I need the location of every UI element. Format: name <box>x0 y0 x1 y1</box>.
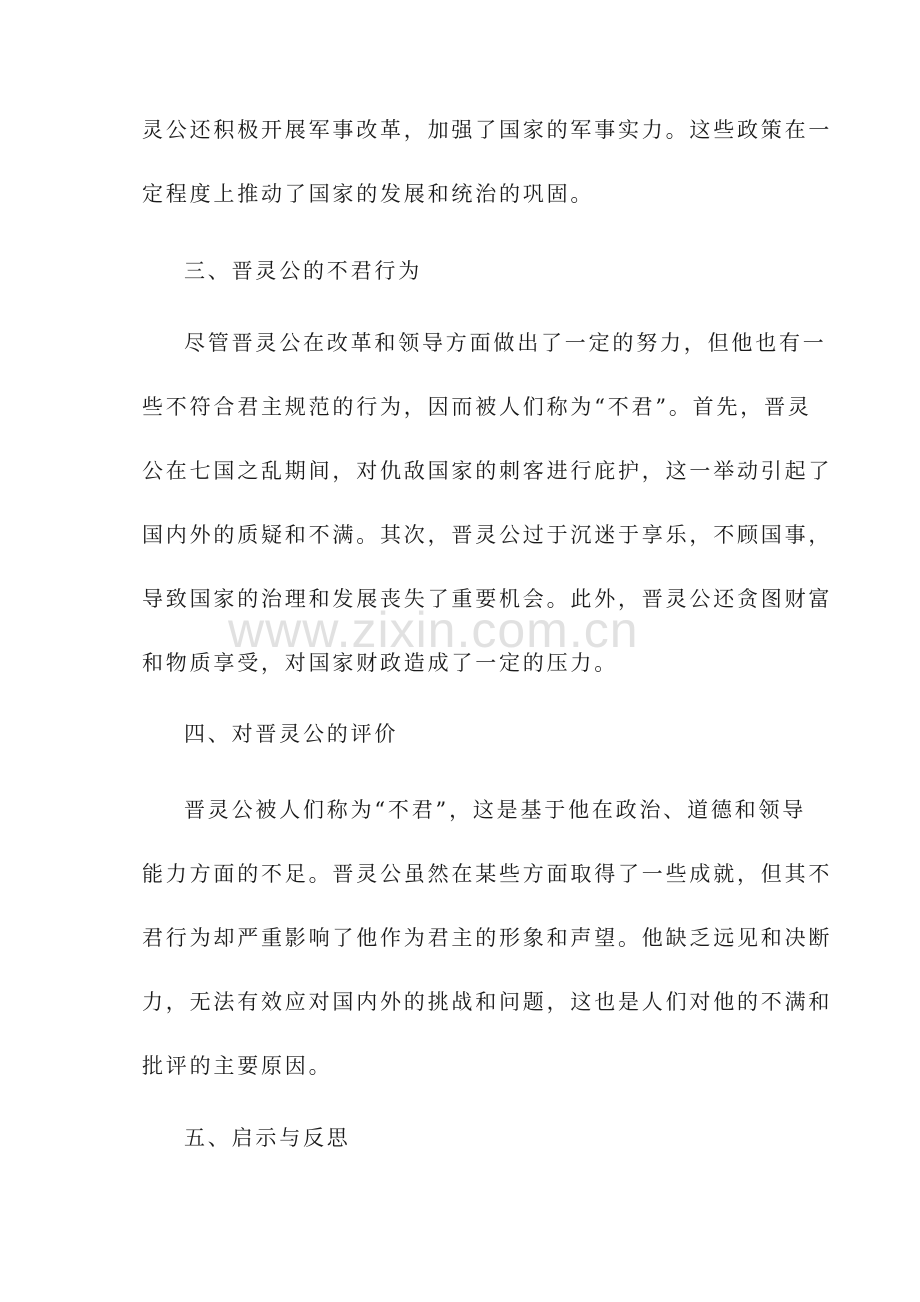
body-text-line: 能力方面的不足。晋灵公虽然在某些方面取得了一些成就，但其不 <box>142 862 833 886</box>
body-text-line: 君行为却严重影响了他作为君主的形象和声望。他缺乏远见和决断 <box>142 926 833 950</box>
body-text-line: 公在七国之乱期间，对仇敌国家的刺客进行庇护，这一举动引起了 <box>142 459 833 483</box>
body-text-line: 灵公还积极开展军事改革，加强了国家的军事实力。这些政策在一 <box>142 118 833 142</box>
body-text-line: 国内外的质疑和不满。其次，晋灵公过于沉迷于享乐，不顾国事， <box>142 523 833 547</box>
body-text-line: 和物质享受，对国家财政造成了一定的压力。 <box>142 651 618 675</box>
body-text-line: 导致国家的治理和发展丧失了重要机会。此外，晋灵公还贪图财富 <box>142 587 833 611</box>
body-text-line: 批评的主要原因。 <box>142 1054 333 1078</box>
body-text-line: 定程度上推动了国家的发展和统治的巩固。 <box>142 182 595 206</box>
paragraph-first-line: 晋灵公被人们称为“不君”，这是基于他在政治、道德和领导 <box>184 798 807 822</box>
section-heading-4: 四、对晋灵公的评价 <box>184 722 399 746</box>
section-heading-5: 五、启示与反思 <box>184 1126 351 1150</box>
section-heading-3: 三、晋灵公的不君行为 <box>184 259 422 283</box>
watermark: www.zixin.com.cn <box>228 602 639 658</box>
body-text-line: 力，无法有效应对国内外的挑战和问题，这也是人们对他的不满和 <box>142 990 833 1014</box>
body-text-line: 些不符合君主规范的行为，因而被人们称为“不君”。首先，晋灵 <box>142 395 812 419</box>
paragraph-first-line: 尽管晋灵公在改革和领导方面做出了一定的努力，但他也有一 <box>184 331 827 355</box>
